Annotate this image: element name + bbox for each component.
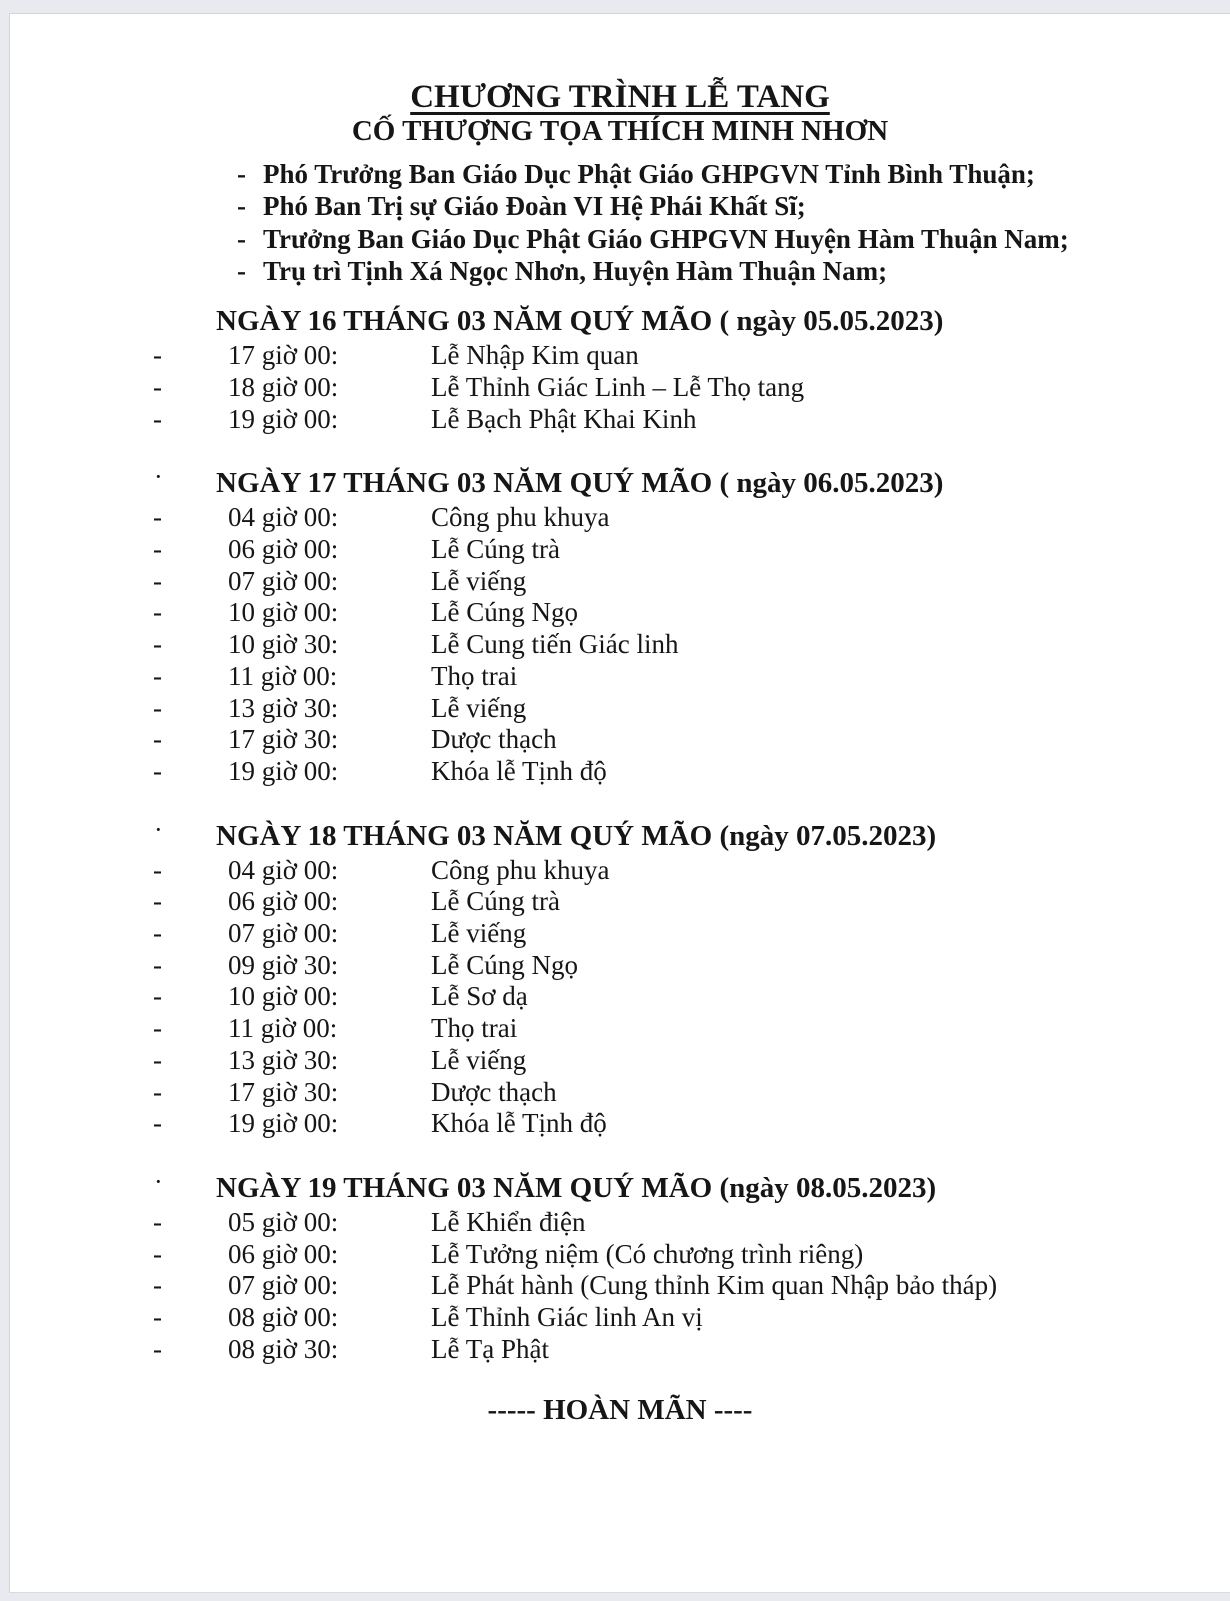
row-time: 11 giờ 00: [228,1013,338,1044]
row-event: Thọ trai [431,660,518,691]
row-dash: - [153,371,162,402]
schedule-section [10,462,1230,787]
row-dash: - [153,918,162,949]
schedule-row [10,1207,1230,1239]
section-heading-text: NGÀY 17 THÁNG 03 NĂM QUÝ MÃO ( ngày 06.05.2023) [216,467,944,500]
schedule-row [10,855,1230,887]
row-event: Lễ Cúng trà [431,534,560,564]
section-items [10,1207,1230,1366]
schedule-row [10,886,1230,918]
row-time: 08 giờ 30: [228,1333,339,1364]
row-time: 13 giờ 30: [228,692,339,723]
role-item [10,190,1230,222]
row-event: Lễ viếng [431,1044,527,1075]
row-dash: - [153,755,162,786]
row-dash: - [153,886,162,917]
row-dash: - [153,1044,162,1075]
schedule-section [10,814,1230,1140]
row-dash: - [153,534,162,564]
row-time: 08 giờ 00: [228,1302,339,1333]
row-dash: - [153,981,162,1012]
schedule-row [10,1108,1230,1140]
row-event: Lễ Tạ Phật [431,1333,549,1364]
closing-line: ----- HOÀN MÃN ---- [487,1394,753,1427]
row-dash: - [153,1333,162,1364]
schedule-row [10,1302,1230,1334]
row-event: Lễ viếng [431,565,527,596]
row-event: Lễ Cung tiến Giác linh [431,629,679,660]
schedule-row [10,950,1230,982]
role-dash: - [237,191,246,222]
row-dash: - [153,724,162,755]
row-dash: - [153,403,162,434]
row-event: Lễ Phát hành (Cung thỉnh Kim quan Nhập bảo tháp) [431,1270,998,1301]
role-text: Phó Trưởng Ban Giáo Dục Phật Giáo GHPGVN Tỉnh Bình Thuận; [263,159,1035,189]
row-dash: - [153,1108,162,1139]
section-heading-text: NGÀY 18 THÁNG 03 NĂM QUÝ MÃO (ngày 07.05.2023) [216,819,937,852]
row-dash: - [153,340,162,371]
row-time: 10 giờ 00: [228,597,339,628]
row-event: Công phu khuya [431,854,610,885]
row-time: 17 giờ 00: [228,340,339,371]
row-time: 07 giờ 00: [228,1270,339,1301]
row-event: Dược thạch [431,724,557,755]
role-text: Trưởng Ban Giáo Dục Phật Giáo GHPGVN Huyện Hàm Thuận Nam; [263,223,1069,254]
row-dash: - [153,1302,162,1333]
schedule-row [10,756,1230,788]
row-event: Lễ Thỉnh Giác linh An vị [431,1302,703,1333]
row-dash: - [153,854,162,885]
section-bullet-dot: · [154,1166,163,1196]
role-item [10,223,1230,255]
section-bullet-dot: · [154,814,163,844]
role-dash: - [237,223,246,254]
schedule-row [10,724,1230,756]
section-bullet-dot: · [154,462,163,492]
row-time: 19 giờ 00: [228,755,339,786]
schedule-row [10,1239,1230,1271]
row-dash: - [153,692,162,723]
row-time: 19 giờ 00: [228,403,339,434]
schedule-row [10,566,1230,598]
row-time: 11 giờ 00: [228,660,338,691]
row-time: 07 giờ 00: [228,918,339,949]
document-subtitle: CỐ THƯỢNG TỌA THÍCH MINH NHƠN [351,115,889,147]
row-dash: - [153,629,162,660]
row-time: 05 giờ 00: [228,1206,339,1237]
schedule-row [10,372,1230,404]
row-event: Thọ trai [431,1013,518,1044]
row-event: Dược thạch [431,1076,557,1107]
row-time: 07 giờ 00: [228,565,339,596]
row-dash: - [153,1076,162,1107]
row-dash: - [153,597,162,628]
row-time: 04 giờ 00: [228,502,339,533]
row-event: Lễ Cúng Ngọ [431,597,578,628]
schedule-section [10,1166,1230,1366]
row-dash: - [153,502,162,533]
schedule-row [10,693,1230,725]
schedule-row [10,502,1230,534]
row-time: 06 giờ 00: [228,886,339,917]
section-heading [10,814,1230,853]
schedule-row [10,1077,1230,1109]
row-dash: - [153,1270,162,1301]
role-text: Trụ trì Tịnh Xá Ngọc Nhơn, Huyện Hàm Thuận Nam; [263,255,888,286]
section-heading [10,462,1230,500]
section-items [10,340,1230,435]
row-time: 06 giờ 00: [228,534,339,564]
row-event: Lễ Khiển điện [431,1206,586,1237]
row-time: 17 giờ 30: [228,1076,339,1107]
schedule-row [10,629,1230,661]
document-page [9,13,1230,1593]
roles-list [10,158,1230,287]
schedule-row [10,981,1230,1013]
row-event: Lễ viếng [431,918,527,949]
row-event: Khóa lễ Tịnh độ [431,755,607,786]
row-event: Lễ Thỉnh Giác Linh – Lễ Thọ tang [431,371,805,402]
schedule-row [10,1013,1230,1045]
schedule-row [10,661,1230,693]
schedule-row [10,1334,1230,1366]
role-dash: - [237,159,246,189]
row-dash: - [153,660,162,691]
schedule-row [10,918,1230,950]
section-items [10,502,1230,787]
row-event: Công phu khuya [431,502,610,533]
row-event: Lễ Tưởng niệm (Có chương trình riêng) [431,1238,864,1269]
row-time: 04 giờ 00: [228,854,339,885]
row-event: Lễ Sơ dạ [431,981,528,1012]
schedule-row [10,404,1230,436]
row-dash: - [153,1238,162,1269]
section-heading [10,1166,1230,1205]
section-heading-text: NGÀY 19 THÁNG 03 NĂM QUÝ MÃO (ngày 08.05.2023) [216,1171,937,1204]
document-title [10,79,1230,115]
schedule-sections [10,304,1230,1365]
row-dash: - [153,565,162,596]
row-event: Lễ Cúng Ngọ [431,949,578,980]
row-time: 09 giờ 30: [228,949,339,980]
schedule-row [10,597,1230,629]
schedule-row [10,1045,1230,1077]
row-event: Lễ viếng [431,692,527,723]
row-event: Lễ Bạch Phật Khai Kinh [431,403,697,434]
schedule-section [10,304,1230,435]
row-event: Lễ Nhập Kim quan [431,340,639,371]
row-time: 13 giờ 30: [228,1044,339,1075]
row-time: 17 giờ 30: [228,724,339,755]
row-time: 19 giờ 00: [228,1108,339,1139]
row-time: 10 giờ 00: [228,981,339,1012]
section-heading-text: NGÀY 16 THÁNG 03 NĂM QUÝ MÃO ( ngày 05.05.2023) [216,305,944,338]
section-items [10,855,1230,1140]
row-dash: - [153,1013,162,1044]
schedule-row [10,1270,1230,1302]
role-text: Phó Ban Trị sự Giáo Đoàn VI Hệ Phái Khất Sĩ; [263,191,806,222]
row-dash: - [153,949,162,980]
schedule-row [10,534,1230,566]
role-dash: - [237,255,246,286]
row-event: Lễ Cúng trà [431,886,560,917]
section-heading [10,304,1230,338]
document-title-text: CHƯƠNG TRÌNH LỄ TANG [410,79,830,115]
row-event: Khóa lễ Tịnh độ [431,1108,607,1139]
role-item [10,158,1230,190]
schedule-row [10,340,1230,372]
role-item [10,255,1230,287]
row-time: 10 giờ 30: [228,629,339,660]
row-time: 06 giờ 00: [228,1238,339,1269]
row-dash: - [153,1206,162,1237]
row-time: 18 giờ 00: [228,371,339,402]
